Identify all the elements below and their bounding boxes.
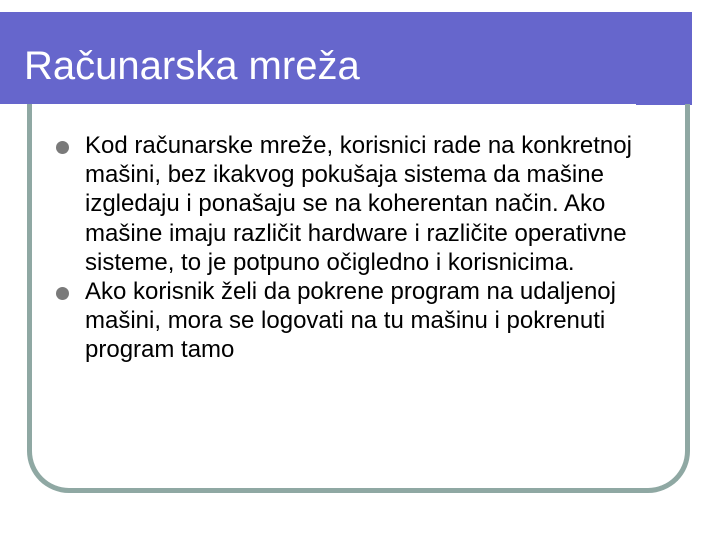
bullet-list: [56, 131, 656, 365]
bullet-dot-icon: [56, 141, 69, 154]
bullet-dot-icon: [56, 287, 69, 300]
title-bar: [0, 12, 692, 105]
bullet-item: [56, 131, 656, 277]
bullet-text: Kod računarske mreže, korisnici rade na konkretnoj mašini, bez ikakvog pokušaja sistema da mašine izgledaju i ponašaju se na koherentan način. Ako mašine imaju različit hardware i različite operativne sisteme, to je potpuno očigledno i korisnicima.: [85, 132, 632, 276]
bullet-item: [56, 277, 656, 365]
slide-title: Računarska mreža: [24, 44, 360, 88]
bullet-text: Ako korisnik želi da pokrene program na udaljenoj mašini, mora se logovati na tu mašinu i pokrenuti program tamo: [85, 278, 616, 364]
